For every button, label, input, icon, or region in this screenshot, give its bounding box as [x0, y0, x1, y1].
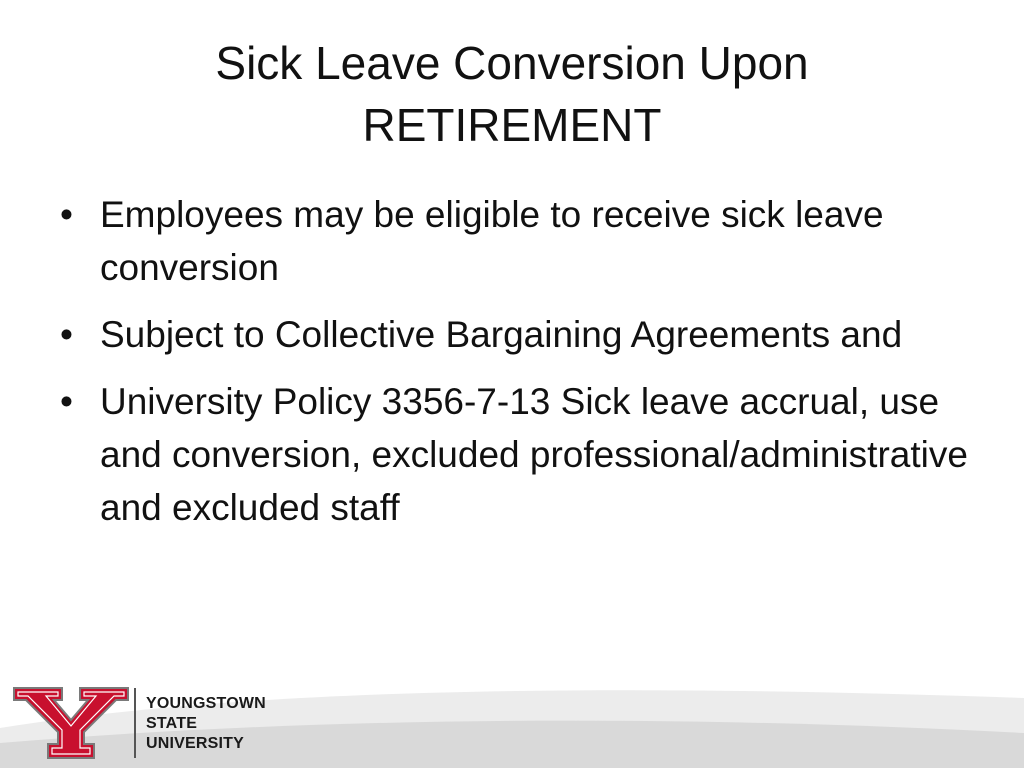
bullet-dot-icon: • — [60, 314, 73, 355]
bullet-dot-icon: • — [60, 194, 73, 235]
logo-wordmark — [146, 694, 266, 754]
bullet-item — [56, 375, 986, 534]
title-line-2: RETIREMENT — [362, 99, 662, 151]
university-logo — [12, 686, 282, 762]
slide-title — [0, 32, 1024, 156]
bullet-text: Employees may be eligible to receive sick leave conversion — [100, 194, 884, 288]
bullet-text: Subject to Collective Bargaining Agreements and — [100, 314, 903, 355]
bullet-item — [56, 188, 986, 294]
logo-line-3: UNIVERSITY — [146, 735, 245, 752]
title-line-1: Sick Leave Conversion Upon — [215, 37, 809, 89]
bullet-item — [56, 308, 986, 361]
bullet-list — [56, 188, 986, 548]
bullet-text: University Policy 3356-7-13 Sick leave accrual, use and conversion, excluded professional/administrative and excluded staff — [100, 381, 968, 528]
bullet-dot-icon: • — [60, 381, 73, 422]
logo-line-2: STATE — [146, 715, 198, 732]
logo-divider — [134, 688, 136, 758]
logo-line-1: YOUNGSTOWN — [146, 695, 266, 712]
ysu-y-logo-icon — [12, 686, 130, 760]
